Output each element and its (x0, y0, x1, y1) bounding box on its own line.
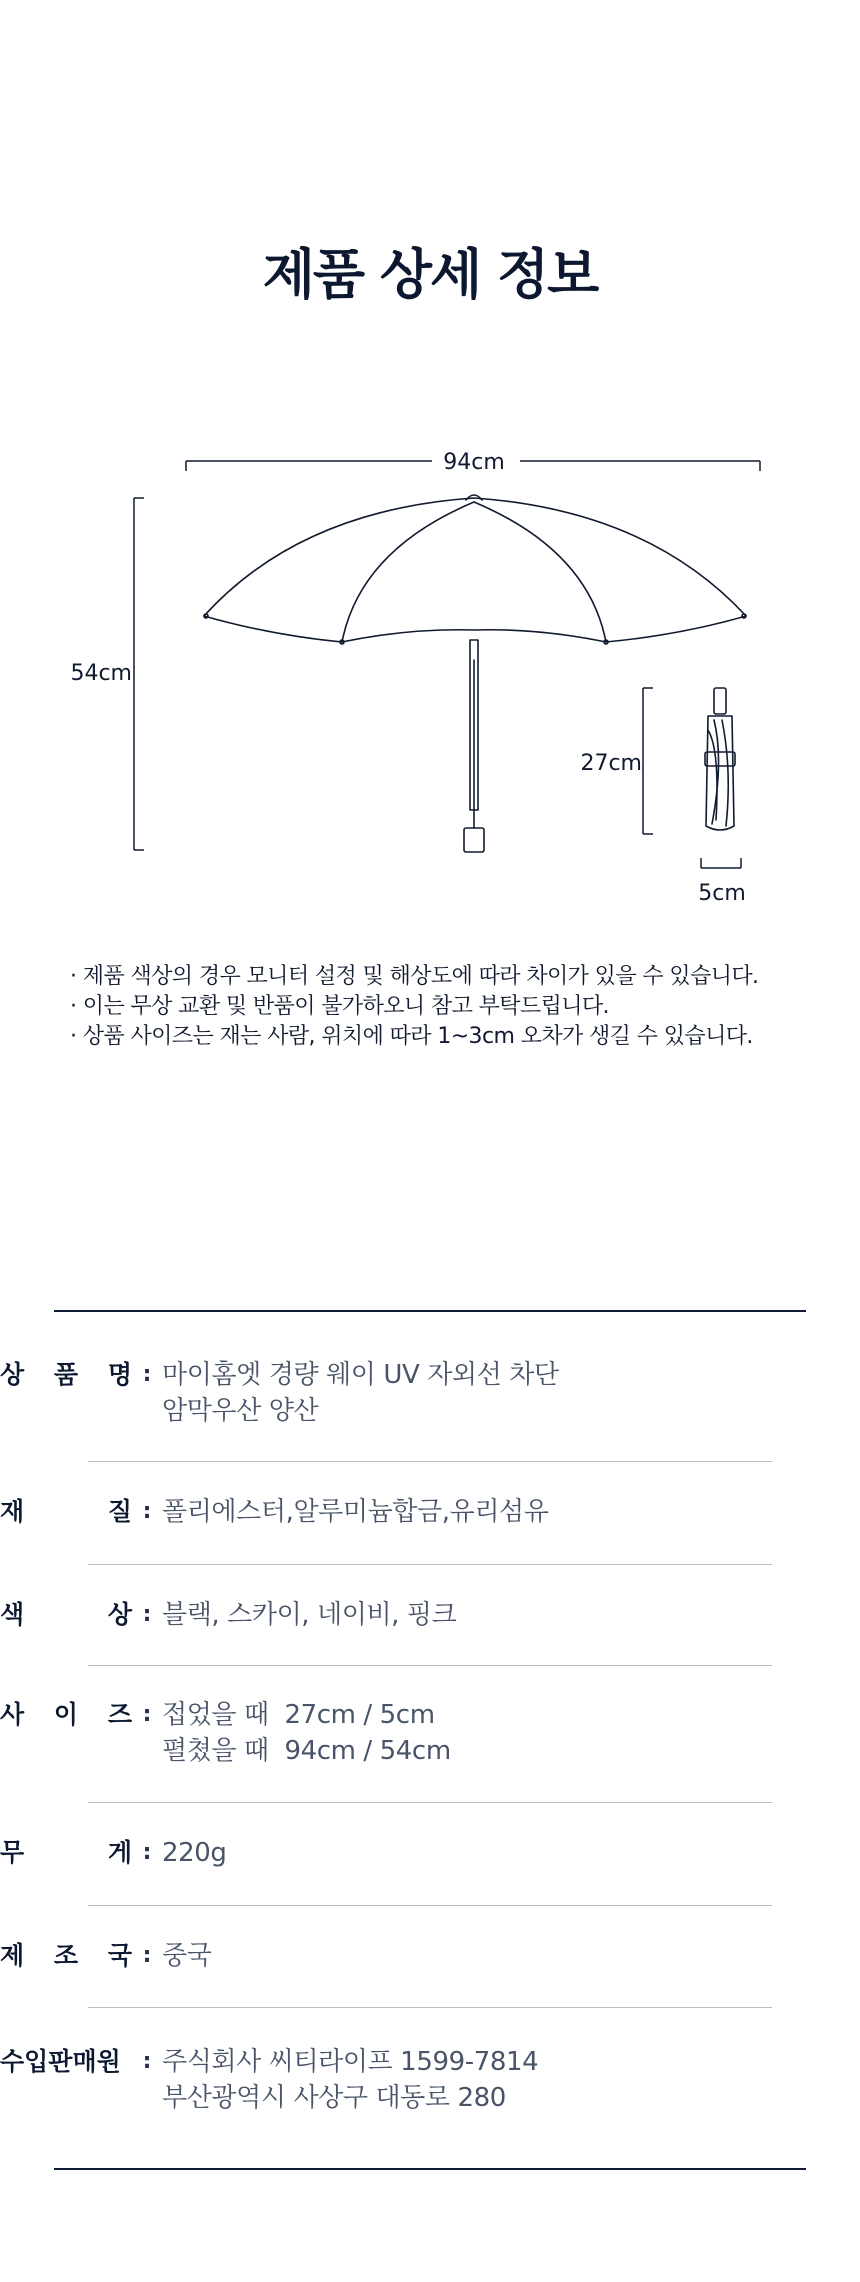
spec-divider (88, 1802, 772, 1803)
spec-label: 무 게 (0, 1838, 132, 1867)
open-width-label: 94cm (443, 450, 505, 475)
spec-label: 수입판매원 (0, 2047, 121, 2076)
spec-label: 색 상 (0, 1600, 132, 1629)
spec-row-importer (0, 2044, 684, 2116)
spec-divider (88, 2007, 772, 2008)
spec-colon: : (142, 1499, 152, 1524)
open-umbrella-icon (204, 495, 746, 852)
spec-row-weight (0, 1835, 684, 1871)
spec-row-material (0, 1494, 684, 1530)
notice-list (70, 962, 830, 1052)
spec-value: 주식회사 씨티라이프 1599-7814 부산광역시 사상구 대동로 280 (162, 2047, 539, 2113)
spec-divider (88, 1564, 772, 1565)
open-height-dimension (134, 498, 144, 850)
spec-value: 중국 (162, 1941, 212, 1971)
folded-umbrella-icon (705, 688, 735, 830)
spec-value: 폴리에스터,알루미늄합금,유리섬유 (162, 1497, 549, 1527)
spec-row-origin (0, 1938, 684, 1974)
spec-colon: : (142, 1602, 152, 1627)
spec-value: 접었을 때 27cm / 5cm 펼쳤을 때 94cm / 54cm (162, 1700, 451, 1766)
spec-table-top-rule (54, 1310, 806, 1312)
spec-label: 재 질 (0, 1497, 132, 1526)
page-title: 제품 상세 정보 (262, 243, 598, 306)
notice-item: · 상품 사이즈는 재는 사람, 위치에 따라 1~3cm 오차가 생길 수 있습니다. (70, 1024, 753, 1049)
notice-item: · 제품 색상의 경우 모니터 설정 및 해상도에 따라 차이가 있을 수 있습니다. (70, 964, 759, 989)
spec-value: 220g (162, 1838, 227, 1868)
folded-width-dimension (701, 858, 741, 868)
spec-label: 제 조 국 (0, 1941, 132, 1970)
spec-divider (88, 1461, 772, 1462)
spec-label: 상 품 명 (0, 1360, 132, 1389)
spec-label: 사 이 즈 (0, 1700, 132, 1729)
umbrella-dimension-diagram (0, 430, 860, 910)
spec-table-bottom-rule (54, 2168, 806, 2170)
spec-value: 마이홈엣 경량 웨이 UV 자외선 차단 암막우산 양산 (162, 1360, 559, 1426)
spec-colon: : (142, 2049, 152, 2074)
spec-colon: : (142, 1943, 152, 1968)
folded-length-label: 27cm (580, 751, 642, 776)
notice-item: · 이는 무상 교환 및 반품이 불가하오니 참고 부탁드립니다. (70, 994, 609, 1019)
open-height-label: 54cm (70, 661, 132, 686)
spec-colon: : (142, 1840, 152, 1865)
spec-colon: : (142, 1362, 152, 1387)
spec-row-size (0, 1697, 684, 1769)
folded-length-dimension (643, 688, 653, 834)
spec-divider (88, 1665, 772, 1666)
spec-divider (88, 1905, 772, 1906)
spec-row-color (0, 1597, 684, 1633)
folded-width-label: 5cm (698, 881, 746, 906)
spec-row-product-name (0, 1357, 684, 1429)
spec-value: 블랙, 스카이, 네이비, 핑크 (162, 1600, 457, 1630)
spec-colon: : (142, 1702, 152, 1727)
